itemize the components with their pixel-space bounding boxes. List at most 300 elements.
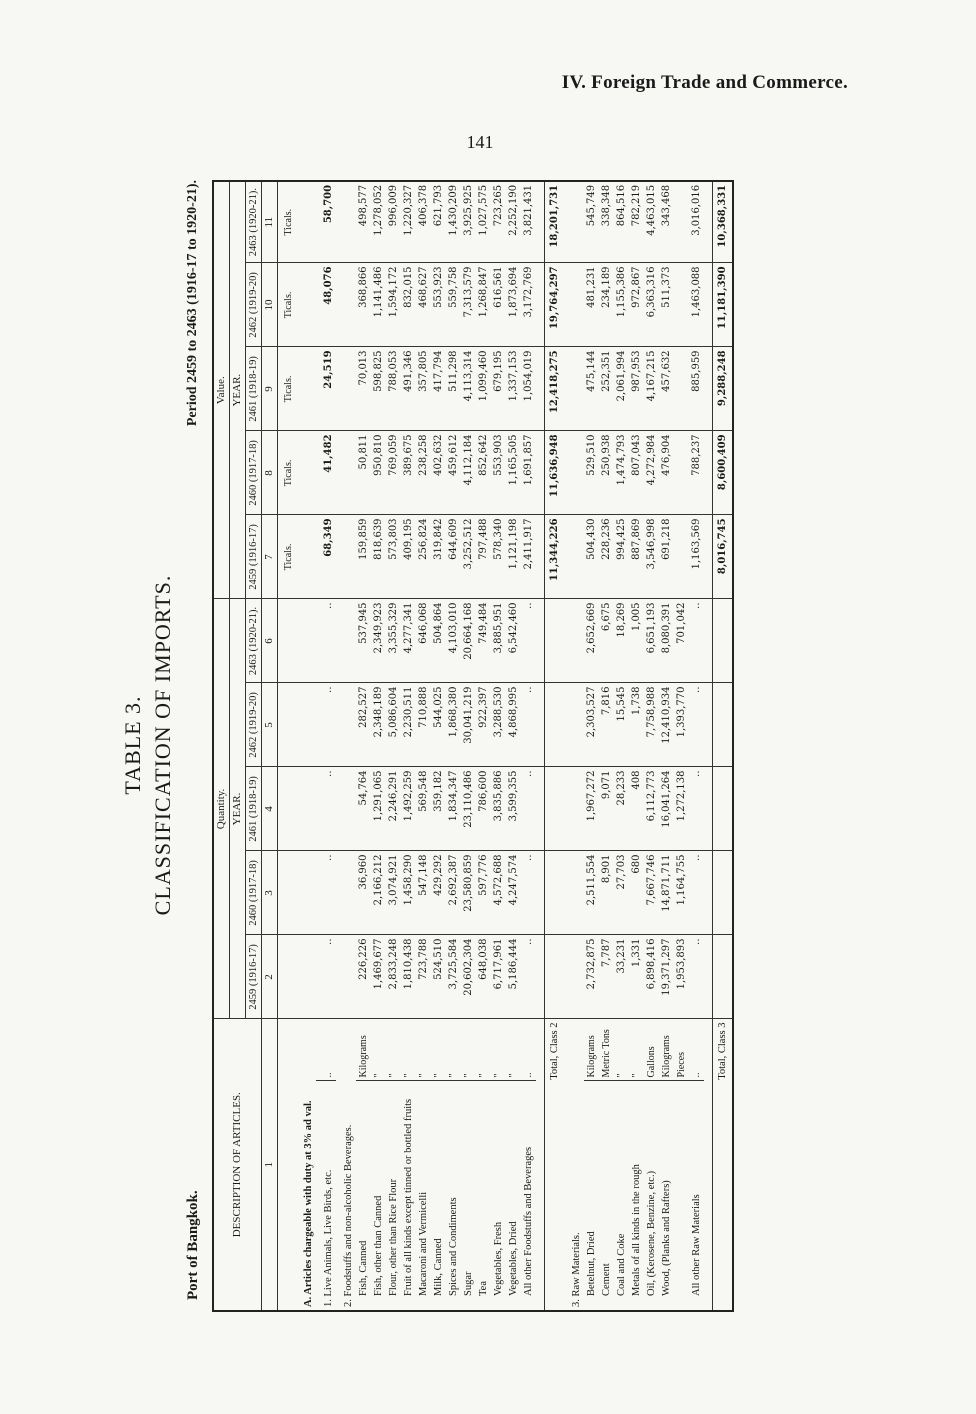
quantity-cell: 7,667,746 — [644, 851, 659, 935]
unit-label: Ticals. — [278, 263, 297, 347]
quantity-cell: .. — [689, 683, 704, 767]
year-header: 2460 (1917-18) — [246, 431, 262, 515]
year-header: 2460 (1917-18) — [246, 851, 262, 935]
article-unit: " — [614, 1019, 629, 1081]
value-cell: 338,348 — [599, 181, 614, 263]
article-name: Vegetables, Dried — [506, 1081, 521, 1311]
article-unit: " — [386, 1019, 401, 1081]
value-cell: 402,632 — [431, 431, 446, 515]
quantity-cell: 2,348,189 — [371, 683, 386, 767]
value-cell: 1,141,486 — [371, 263, 386, 347]
quantity-cell: 648,038 — [476, 935, 491, 1019]
value-cell: 459,612 — [446, 431, 461, 515]
table-row — [491, 181, 506, 1311]
quantity-cell: 524,510 — [431, 935, 446, 1019]
quantity-cell: .. — [689, 767, 704, 851]
value-year-header: YEAR. — [230, 181, 246, 599]
article-unit: Pieces — [674, 1019, 689, 1081]
class2-total-value: 18,201,731 — [545, 181, 565, 263]
quantity-cell: 282,527 — [356, 683, 371, 767]
value-cell: 1,163,569 — [689, 515, 704, 599]
class1-qty: .. — [316, 767, 336, 851]
quantity-cell: 1,005 — [629, 599, 644, 683]
quantity-cell: 15,545 — [614, 683, 629, 767]
value-cell: 972,867 — [629, 263, 644, 347]
article-name: Fish, other than Canned — [371, 1081, 386, 1311]
table-subtitle: CLASSIFICATION OF IMPORTS. — [150, 574, 175, 916]
quantity-cell: 544,025 — [431, 683, 446, 767]
class1-qty: .. — [316, 683, 336, 767]
quantity-cell: 23,580,859 — [461, 851, 476, 935]
quantity-cell: 6,651,193 — [644, 599, 659, 683]
article-unit: Metric Tons — [599, 1019, 614, 1081]
article-unit: " — [371, 1019, 386, 1081]
col-number: 7 — [262, 515, 278, 599]
value-cell: 1,594,172 — [386, 263, 401, 347]
value-cell: 319,842 — [431, 515, 446, 599]
col-number: 6 — [262, 599, 278, 683]
value-cell: 559,758 — [446, 263, 461, 347]
quantity-cell: 3,074,921 — [386, 851, 401, 935]
quantity-cell: .. — [521, 683, 536, 767]
quantity-cell: 3,599,355 — [506, 767, 521, 851]
year-header: 2463 (1920-21). — [246, 181, 262, 263]
unit-label: Ticals. — [278, 431, 297, 515]
value-cell: 50,811 — [356, 431, 371, 515]
table-row — [386, 181, 401, 1311]
col-number: 2 — [262, 935, 278, 1019]
quantity-cell: 226,226 — [356, 935, 371, 1019]
year-header: 2459 (1916-17) — [246, 515, 262, 599]
value-cell: 159,859 — [356, 515, 371, 599]
value-cell: 1,220,327 — [401, 181, 416, 263]
value-cell: 1,054,019 — [521, 347, 536, 431]
value-cell: 368,866 — [356, 263, 371, 347]
quantity-cell: 1,458,290 — [401, 851, 416, 935]
table-row — [446, 181, 461, 1311]
value-cell: 1,165,505 — [506, 431, 521, 515]
class1-unit: .. — [316, 1019, 336, 1081]
table-row — [659, 181, 674, 1311]
col-number: 3 — [262, 851, 278, 935]
value-cell: 3,252,512 — [461, 515, 476, 599]
quantity-cell: 2,303,527 — [584, 683, 599, 767]
value-cell: 3,172,769 — [521, 263, 536, 347]
quantity-cell: 1,810,438 — [401, 935, 416, 1019]
table-row — [599, 181, 614, 1311]
article-name: Fruit of all kinds except tinned or bottled fruits — [401, 1081, 416, 1311]
quantity-cell: 20,664,168 — [461, 599, 476, 683]
article-name: All other Raw Materials — [689, 1081, 704, 1311]
quantity-cell: 27,703 — [614, 851, 629, 935]
class3-total-value: 8,016,745 — [713, 515, 734, 599]
quantity-cell: 8,080,391 — [659, 599, 674, 683]
article-unit: " — [461, 1019, 476, 1081]
quantity-cell: .. — [689, 851, 704, 935]
value-cell: 987,953 — [629, 347, 644, 431]
article-name: Wood, (Planks and Rafters) — [659, 1081, 674, 1311]
class1-qty: .. — [316, 851, 336, 935]
quantity-cell: 7,816 — [599, 683, 614, 767]
class2-heading: 2. Foodstuffs and non-alcoholic Beverages. — [336, 1019, 356, 1311]
quantity-cell: 4,277,341 — [401, 599, 416, 683]
unit-label: Ticals. — [278, 515, 297, 599]
value-cell: 797,488 — [476, 515, 491, 599]
value-cell: 4,272,984 — [644, 431, 659, 515]
year-header: 2461 (1918-19) — [246, 347, 262, 431]
value-cell: 457,632 — [659, 347, 674, 431]
imports-table — [212, 180, 734, 1312]
value-cell: 491,346 — [401, 347, 416, 431]
value-cell: 4,463,015 — [644, 181, 659, 263]
quantity-cell: .. — [689, 935, 704, 1019]
quantity-cell: 2,349,923 — [371, 599, 386, 683]
page-number: 141 — [466, 132, 494, 152]
table-row — [416, 181, 431, 1311]
quantity-cell: 646,068 — [416, 599, 431, 683]
class3-total-value: 8,600,409 — [713, 431, 734, 515]
quantity-cell: 2,230,511 — [401, 683, 416, 767]
article-unit: Kilograms — [659, 1019, 674, 1081]
quantity-cell: .. — [689, 599, 704, 683]
value-cell: 578,340 — [491, 515, 506, 599]
quantity-cell: 6,542,460 — [506, 599, 521, 683]
quantity-cell: 3,885,951 — [491, 599, 506, 683]
value-cell: 3,821,431 — [521, 181, 536, 263]
quantity-header: Quantity. — [213, 599, 230, 1019]
value-cell: 852,642 — [476, 431, 491, 515]
quantity-cell: 3,835,886 — [491, 767, 506, 851]
value-cell: 885,959 — [689, 347, 704, 431]
article-unit: " — [506, 1019, 521, 1081]
article-unit: " — [431, 1019, 446, 1081]
quantity-year-header: YEAR. — [230, 599, 246, 1019]
article-name: Sugar — [461, 1081, 476, 1311]
quantity-cell: 3,288,530 — [491, 683, 506, 767]
value-cell: 1,691,857 — [521, 431, 536, 515]
col-number: 1 — [262, 1019, 278, 1311]
article-name: Coal and Coke — [614, 1081, 629, 1311]
class1-value: 24,519 — [316, 347, 336, 431]
article-unit: Kilograms — [356, 1019, 371, 1081]
quantity-cell: 359,182 — [431, 767, 446, 851]
value-cell: 476,904 — [659, 431, 674, 515]
quantity-cell: 6,112,773 — [644, 767, 659, 851]
value-cell: 1,155,386 — [614, 263, 629, 347]
year-header: 2462 (1919-20) — [246, 263, 262, 347]
value-cell: 864,516 — [614, 181, 629, 263]
col-number: 11 — [262, 181, 278, 263]
quantity-cell: 2,652,669 — [584, 599, 599, 683]
table-row — [401, 181, 416, 1311]
quantity-cell: 537,945 — [356, 599, 371, 683]
value-cell: 818,639 — [371, 515, 386, 599]
quantity-cell: .. — [521, 851, 536, 935]
quantity-cell: 4,103,010 — [446, 599, 461, 683]
quantity-cell: 36,960 — [356, 851, 371, 935]
quantity-cell: 2,246,291 — [386, 767, 401, 851]
table-row — [476, 181, 491, 1311]
table-row — [506, 181, 521, 1311]
value-cell: 417,794 — [431, 347, 446, 431]
value-cell: 1,099,460 — [476, 347, 491, 431]
article-unit: Gallons — [644, 1019, 659, 1081]
table-row — [614, 181, 629, 1311]
quantity-cell: 3,725,584 — [446, 935, 461, 1019]
value-cell: 2,411,917 — [521, 515, 536, 599]
value-cell: 250,938 — [599, 431, 614, 515]
value-cell: 1,027,575 — [476, 181, 491, 263]
class2-rows — [356, 181, 536, 1311]
quantity-cell: 4,868,995 — [506, 683, 521, 767]
description-header: DESCRIPTION OF ARTICLES. — [213, 1019, 262, 1311]
class2-total-label: Total, Class 2 — [545, 1019, 565, 1311]
quantity-cell: 54,764 — [356, 767, 371, 851]
class3-heading: 3. Raw Materials. — [564, 1019, 584, 1311]
article-name — [674, 1081, 689, 1311]
value-cell: 1,463,088 — [689, 263, 704, 347]
value-header: Value. — [213, 181, 230, 599]
quantity-cell: .. — [521, 935, 536, 1019]
col-number: 5 — [262, 683, 278, 767]
class1-qty: .. — [316, 599, 336, 683]
section-header: IV. Foreign Trade and Commerce. — [561, 72, 848, 93]
table-row — [371, 181, 386, 1311]
class3-total-row — [713, 181, 734, 1311]
value-cell: 644,609 — [446, 515, 461, 599]
article-name: Spices and Condiments — [446, 1081, 461, 1311]
value-cell: 406,378 — [416, 181, 431, 263]
quantity-cell: 2,692,387 — [446, 851, 461, 935]
quantity-cell: 922,397 — [476, 683, 491, 767]
quantity-cell: 9,071 — [599, 767, 614, 851]
value-cell: 3,925,925 — [461, 181, 476, 263]
quantity-cell: 28,233 — [614, 767, 629, 851]
value-cell: 256,824 — [416, 515, 431, 599]
quantity-cell: 6,898,416 — [644, 935, 659, 1019]
quantity-cell: 1,291,065 — [371, 767, 386, 851]
quantity-cell: .. — [521, 767, 536, 851]
article-name: Tea — [476, 1081, 491, 1311]
value-cell: 616,561 — [491, 263, 506, 347]
class2-total-value: 11,344,226 — [545, 515, 565, 599]
value-cell: 553,903 — [491, 431, 506, 515]
value-cell: 357,805 — [416, 347, 431, 431]
quantity-cell: 16,041,264 — [659, 767, 674, 851]
value-cell: 4,112,184 — [461, 431, 476, 515]
class1-value: 48,076 — [316, 263, 336, 347]
value-cell: 4,167,215 — [644, 347, 659, 431]
class1-value: 41,482 — [316, 431, 336, 515]
class3-total-label: Total, Class 3 — [713, 1019, 734, 1311]
class2-total-value: 12,418,275 — [545, 347, 565, 431]
article-unit: " — [629, 1019, 644, 1081]
article-unit: " — [491, 1019, 506, 1081]
article-unit: .. — [521, 1019, 536, 1081]
article-name: Macaroni and Vermicelli — [416, 1081, 431, 1311]
article-name: Milk, Canned — [431, 1081, 446, 1311]
section-a-title: A. Articles chargeable with duty at 3% ad val. — [296, 1019, 316, 1311]
value-cell: 994,425 — [614, 515, 629, 599]
quantity-cell: 7,758,988 — [644, 683, 659, 767]
table-row — [356, 181, 371, 1311]
value-cell: 3,546,998 — [644, 515, 659, 599]
quantity-cell: 1,834,347 — [446, 767, 461, 851]
value-cell: 782,219 — [629, 181, 644, 263]
article-name: Metals of all kinds in the rough — [629, 1081, 644, 1311]
value-cell: 481,231 — [584, 263, 599, 347]
quantity-cell: 19,371,297 — [659, 935, 674, 1019]
quantity-cell: 1,868,380 — [446, 683, 461, 767]
unit-label: Ticals. — [278, 347, 297, 431]
class2-total-row — [545, 181, 565, 1311]
quantity-cell: 749,484 — [476, 599, 491, 683]
quantity-cell: 2,511,554 — [584, 851, 599, 935]
value-cell: 1,121,198 — [506, 515, 521, 599]
class2-total-value: 11,636,948 — [545, 431, 565, 515]
col-number: 4 — [262, 767, 278, 851]
value-cell: 1,873,694 — [506, 263, 521, 347]
value-cell: 598,825 — [371, 347, 386, 431]
value-cell: 475,144 — [584, 347, 599, 431]
article-name: All other Foodstuffs and Beverages — [521, 1081, 536, 1311]
value-cell: 238,258 — [416, 431, 431, 515]
value-cell: 1,337,153 — [506, 347, 521, 431]
quantity-cell: 597,776 — [476, 851, 491, 935]
class1-value: 68,349 — [316, 515, 336, 599]
table-row — [689, 181, 704, 1311]
value-cell: 950,810 — [371, 431, 386, 515]
article-unit: " — [416, 1019, 431, 1081]
table-row — [521, 181, 536, 1311]
quantity-cell: 408 — [629, 767, 644, 851]
year-header: 2461 (1918-19) — [246, 767, 262, 851]
quantity-cell: 786,600 — [476, 767, 491, 851]
col-number: 9 — [262, 347, 278, 431]
class2-total-value: 19,764,297 — [545, 263, 565, 347]
quantity-cell: 1,953,893 — [674, 935, 689, 1019]
quantity-cell: 429,292 — [431, 851, 446, 935]
value-cell — [674, 515, 689, 599]
year-header: 2463 (1920-21). — [246, 599, 262, 683]
port-label: Port of Bangkok. — [185, 1190, 201, 1300]
value-cell: 504,430 — [584, 515, 599, 599]
quantity-cell: 2,166,212 — [371, 851, 386, 935]
quantity-cell: 1,164,755 — [674, 851, 689, 935]
quantity-cell: 4,572,688 — [491, 851, 506, 935]
value-cell: 769,059 — [386, 431, 401, 515]
class1-value: 58,700 — [316, 181, 336, 263]
col-number: 10 — [262, 263, 278, 347]
article-unit: Kilograms — [584, 1019, 599, 1081]
value-cell: 996,009 — [386, 181, 401, 263]
value-cell: 621,793 — [431, 181, 446, 263]
class3-total-value: 10,368,331 — [713, 181, 734, 263]
quantity-cell: 723,788 — [416, 935, 431, 1019]
value-cell: 573,803 — [386, 515, 401, 599]
quantity-cell: 7,787 — [599, 935, 614, 1019]
article-name: Flour, other than Rice Flour — [386, 1081, 401, 1311]
quantity-cell: 2,732,875 — [584, 935, 599, 1019]
quantity-cell: 1,492,259 — [401, 767, 416, 851]
article-unit: " — [446, 1019, 461, 1081]
year-header: 2462 (1919-20) — [246, 683, 262, 767]
quantity-cell: 6,717,961 — [491, 935, 506, 1019]
article-name: Cement — [599, 1081, 614, 1311]
table-row — [674, 181, 689, 1311]
quantity-cell: 5,086,604 — [386, 683, 401, 767]
rotated-table-area — [120, 170, 860, 1320]
table-row — [461, 181, 476, 1311]
value-cell: 389,675 — [401, 431, 416, 515]
value-cell: 228,236 — [599, 515, 614, 599]
quantity-cell: 18,269 — [614, 599, 629, 683]
value-cell: 2,252,190 — [506, 181, 521, 263]
quantity-cell: 504,864 — [431, 599, 446, 683]
value-cell: 4,113,314 — [461, 347, 476, 431]
value-cell: 511,373 — [659, 263, 674, 347]
quantity-cell: 547,148 — [416, 851, 431, 935]
value-cell: 1,278,052 — [371, 181, 386, 263]
value-cell: 3,016,016 — [689, 181, 704, 263]
value-cell: 409,195 — [401, 515, 416, 599]
value-cell: 691,218 — [659, 515, 674, 599]
quantity-cell: 20,602,304 — [461, 935, 476, 1019]
quantity-cell: 33,231 — [614, 935, 629, 1019]
value-cell: 1,474,793 — [614, 431, 629, 515]
value-cell: 70,013 — [356, 347, 371, 431]
table-title: TABLE 3. — [120, 695, 145, 795]
value-cell: 7,313,579 — [461, 263, 476, 347]
quantity-cell: 30,041,219 — [461, 683, 476, 767]
article-unit: " — [476, 1019, 491, 1081]
value-cell: 252,351 — [599, 347, 614, 431]
quantity-cell: 1,469,677 — [371, 935, 386, 1019]
table-row — [584, 181, 599, 1311]
quantity-cell: 701,042 — [674, 599, 689, 683]
table-row — [431, 181, 446, 1311]
article-name: Betelnut, Dried — [584, 1081, 599, 1311]
value-cell: 498,577 — [356, 181, 371, 263]
quantity-cell: 680 — [629, 851, 644, 935]
value-cell: 1,268,847 — [476, 263, 491, 347]
quantity-cell: 710,888 — [416, 683, 431, 767]
article-unit: " — [401, 1019, 416, 1081]
quantity-cell: 1,967,272 — [584, 767, 599, 851]
value-cell: 343,468 — [659, 181, 674, 263]
value-cell: 511,298 — [446, 347, 461, 431]
quantity-cell: 1,331 — [629, 935, 644, 1019]
value-cell: 788,237 — [689, 431, 704, 515]
value-cell: 788,053 — [386, 347, 401, 431]
article-unit: .. — [689, 1019, 704, 1081]
table-row — [629, 181, 644, 1311]
value-cell: 807,043 — [629, 431, 644, 515]
quantity-cell: 1,738 — [629, 683, 644, 767]
value-cell: 679,195 — [491, 347, 506, 431]
article-name: Vegetables, Fresh — [491, 1081, 506, 1311]
article-name: Oil, (Kerosene, Benzine, etc.) — [644, 1081, 659, 1311]
col-number: 8 — [262, 431, 278, 515]
value-cell: 887,869 — [629, 515, 644, 599]
quantity-cell: 569,548 — [416, 767, 431, 851]
quantity-cell: 3,355,329 — [386, 599, 401, 683]
class3-total-value: 9,288,248 — [713, 347, 734, 431]
unit-label: Ticals. — [278, 181, 297, 263]
period-label: Period 2459 to 2463 (1916-17 to 1920-21). — [185, 180, 200, 427]
year-header: 2459 (1916-17) — [246, 935, 262, 1019]
class1-label: 1. Live Animals, Live Birds, etc. — [316, 1081, 336, 1311]
